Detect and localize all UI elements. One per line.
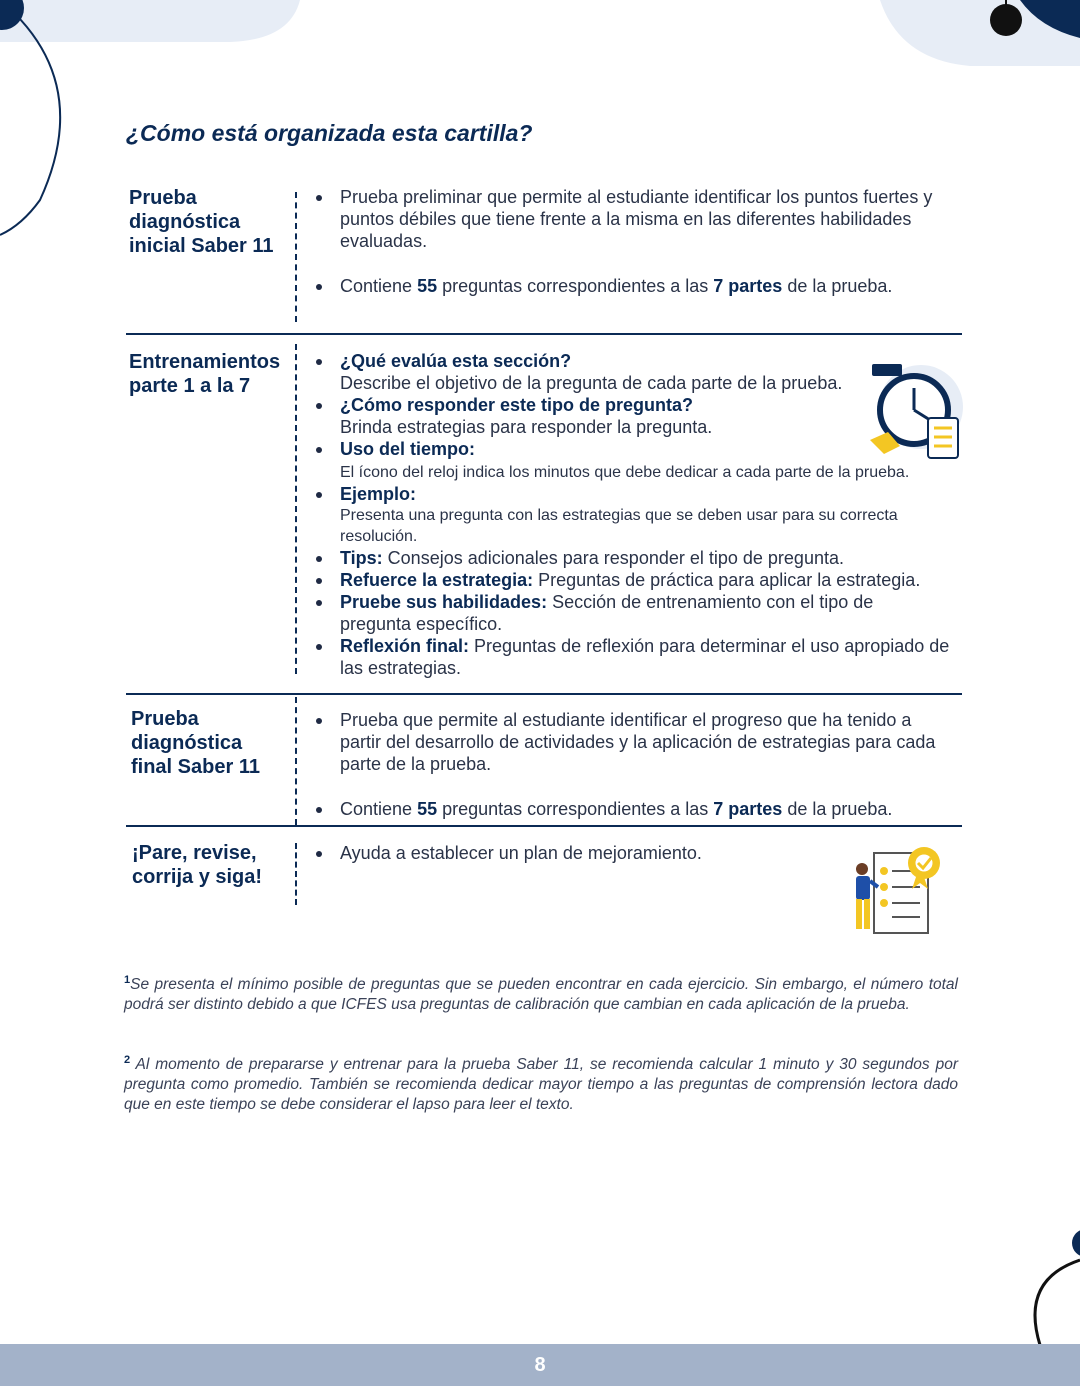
list-item [314,186,954,252]
question-count: 55 [417,799,438,819]
bullet-icon [316,195,322,201]
item-heading: Uso del tiempo: [340,439,476,459]
item-text: Prueba que permite al estudiante identificar el progreso que ha tenido a partir del desarrollo de actividades y la aplicación de estrategias para cada parte de la prueba. [340,710,936,774]
page-title: ¿Cómo está organizada esta cartilla? [126,120,533,146]
section-label [129,350,294,398]
label-line: final Saber 11 [131,756,260,778]
person-checklist-icon [844,843,944,937]
item-heading: Ejemplo: [340,484,417,504]
bullet-icon [316,578,322,584]
item-heading: Pruebe sus habilidades: [340,592,548,612]
parts-count: 7 partes [713,276,783,296]
label-line: ¡Pare, revise, [132,842,257,864]
list-item [314,635,950,679]
footnote-2 [124,1050,958,1115]
label-line: Prueba [131,708,199,730]
item-text: Contiene [340,276,418,296]
item-text: Ayuda a establecer un plan de mejoramiento. [340,843,702,863]
list-item [314,275,954,297]
section-divider [126,825,962,827]
section-label [129,186,294,258]
item-text: preguntas correspondientes a las [437,276,714,296]
label-line: diagnóstica [131,732,243,754]
bullet-icon [316,556,322,562]
bullet-icon [316,600,322,606]
bullet-icon [316,284,322,290]
section-divider [126,693,962,695]
bullet-icon [316,447,322,453]
footnote-1 [124,970,958,1015]
bullet-icon [316,807,322,813]
footnote-text: Al momento de prepararse y entrenar para la prueba Saber 11, se recomienda calcular 1 minuto y 30 segundos por pregunta como promedio. También se recomienda dedicar mayor tiempo a las preguntas de comprensión lectora dado que en este tiempo se debe considerar el lapso para leer el texto. [124,1056,958,1114]
footnote-mark: 2 [124,1054,131,1066]
footnote-text: Se presenta el mínimo posible de preguntas que se pueden encontrar en cada ejercicio. Sin embargo, el número total podrá ser distinto debido a que ICFES usa preguntas de calibración que cambian en cada aplicación de la prueba. [124,976,958,1014]
question-count: 55 [417,276,438,296]
label-line: inicial Saber 11 [129,235,274,257]
section-divider [126,333,962,335]
item-text: de la prueba. [782,276,893,296]
item-description: Brinda estrategias para responder la pregunta. [340,417,713,437]
footnote-mark: 1 [124,974,131,986]
label-line: parte 1 a la 7 [129,375,251,397]
list-item [314,569,954,591]
item-description: Describe el objetivo de la pregunta de cada parte de la prueba. [340,373,843,393]
list-item [314,591,920,635]
list-item [314,394,954,438]
items-list [314,709,954,820]
section-training [126,350,962,686]
top-right-decoration [860,0,1080,80]
item-text: Consejos adicionales para responder el tipo de pregunta. [382,548,844,568]
item-description: Presenta una pregunta con las estrategias que se deben usar para su correcta resolución. [340,507,898,545]
item-text: Prueba preliminar que permite al estudiante identificar los puntos fuertes y puntos débiles que tiene frente a la misma en las diferentes habilidades evaluadas. [340,187,933,251]
dashed-divider [295,344,297,674]
bullet-icon [316,492,322,498]
footer-bar [0,1344,1080,1386]
label-line: diagnóstica [129,211,241,233]
item-heading: Tips: [340,548,383,568]
item-heading: ¿Cómo responder este tipo de pregunta? [340,395,694,415]
section-label [131,707,296,779]
label-line: Prueba [129,187,197,209]
item-heading: Refuerce la estrategia: [340,570,534,590]
bullet-icon [316,851,322,857]
list-item [314,438,954,483]
dashed-divider [295,192,297,322]
section-label [132,841,297,889]
list-item [314,547,954,569]
dashed-divider [295,697,297,825]
bullet-icon [316,644,322,650]
bullet-icon [316,718,322,724]
list-item [314,709,954,775]
label-line: Entrenamientos [129,351,281,373]
item-text: Preguntas de práctica para aplicar la estrategia. [533,570,921,590]
bullet-icon [316,359,322,365]
bullet-icon [316,403,322,409]
section-final-test [126,707,962,822]
section-initial-test [126,186,962,326]
page-number: 8 [534,1354,546,1376]
item-heading: ¿Qué evalúa esta sección? [340,351,572,371]
clock-icon [866,362,966,462]
list-item [314,350,954,394]
section-review [126,841,962,941]
item-description: El ícono del reloj indica los minutos que debe dedicar a cada parte de la prueba. [340,464,910,481]
item-text: de la prueba. [782,799,893,819]
item-heading: Reflexión final: [340,636,470,656]
list-item [314,798,954,820]
label-line: corrija y siga! [132,866,263,888]
dashed-divider [295,843,297,905]
item-text: Preguntas de reflexión para determinar el uso apropiado de las estrategias. [340,636,950,678]
item-text: Contiene [340,799,418,819]
list-item [314,483,954,547]
item-text: preguntas correspondientes a las [437,799,714,819]
items-list [314,186,954,297]
items-list [314,350,954,679]
item-text: Sección de entrenamiento con el tipo de pregunta específico. [340,592,874,634]
parts-count: 7 partes [713,799,783,819]
